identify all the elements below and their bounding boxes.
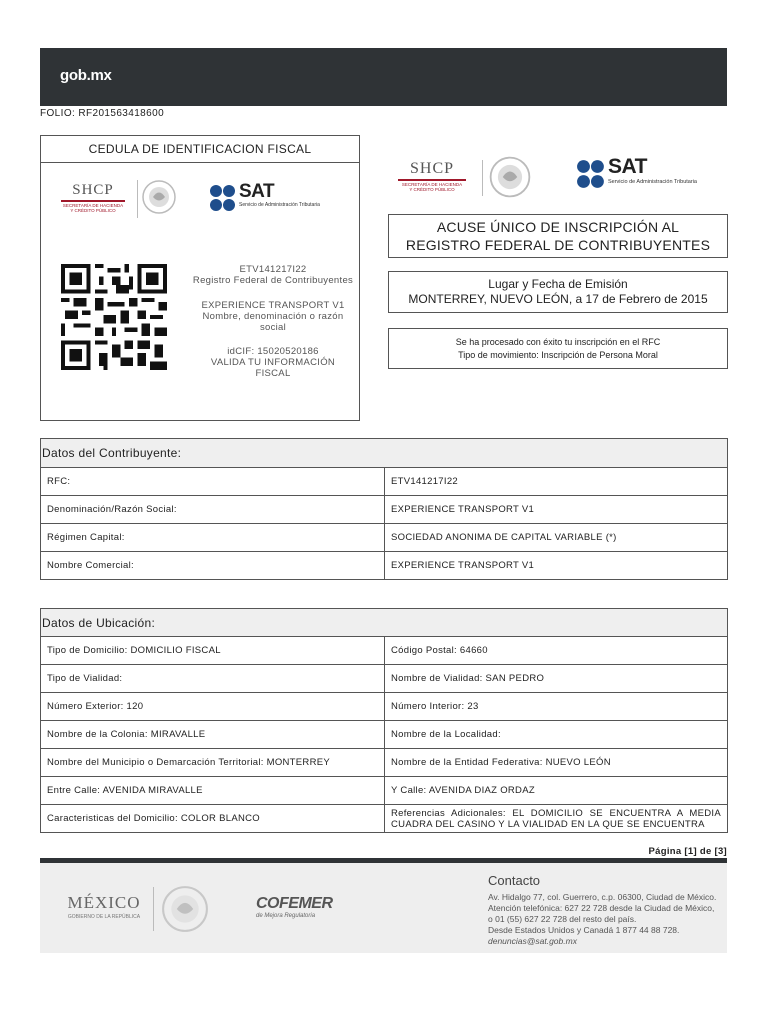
contact-line: Av. Hidalgo 77, col. Guerrero, c.p. 06300, Ciudad de México.: [488, 892, 717, 902]
row-right: Número Interior: 23: [385, 693, 728, 721]
lugar-fecha-box: [388, 271, 728, 313]
contact-block: [488, 873, 723, 947]
shcp-sub2-right: Y CRÉDITO PÚBLICO: [409, 187, 455, 192]
table-row: [41, 524, 728, 552]
shcp-sub2: Y CRÉDITO PÚBLICO: [70, 208, 116, 213]
mexico-text: MÉXICO: [67, 893, 141, 912]
shcp-rule-right: [398, 179, 466, 181]
sat-dots-icon: [209, 184, 237, 212]
table-row: [41, 496, 728, 524]
shcp-logo: [55, 182, 131, 213]
procesado-line1: Se ha procesado con éxito tu inscripción en el RFC: [455, 337, 661, 347]
cedula-title: CEDULA DE IDENTIFICACION FISCAL: [41, 136, 359, 163]
row-value: ETV141217I22: [385, 468, 728, 496]
row-right: Nombre de la Localidad:: [385, 721, 728, 749]
contact-email-link[interactable]: denuncias@sat.gob.mx: [488, 936, 577, 946]
contact-title: Contacto: [488, 873, 541, 888]
footer-divider: [153, 887, 154, 931]
ubicacion-table: [40, 608, 728, 833]
mexico-sub: GOBIERNO DE LA REPÚBLICA: [67, 914, 141, 920]
row-value: EXPERIENCE TRANSPORT V1: [385, 496, 728, 524]
sat-sub: Servicio de Administración Tributaria: [239, 202, 320, 208]
table-row: [41, 693, 728, 721]
row-value: EXPERIENCE TRANSPORT V1: [385, 552, 728, 580]
logo-divider-right: [482, 160, 483, 196]
sat-sub-right: Servicio de Administración Tributaria: [608, 179, 697, 185]
table-row: [41, 749, 728, 777]
row-right: Y Calle: AVENIDA DIAZ ORDAZ: [385, 777, 728, 805]
cedula-identificacion-box: [40, 135, 360, 421]
row-label: Nombre Comercial:: [41, 552, 385, 580]
logo-divider: [137, 180, 138, 218]
procesado-box: [388, 328, 728, 369]
acuse-line1: ACUSE ÚNICO DE INSCRIPCIÓN AL: [436, 219, 680, 235]
table-row: [41, 721, 728, 749]
table-row: [41, 805, 728, 833]
row-right: Nombre de la Entidad Federativa: NUEVO LEÓN: [385, 749, 728, 777]
ubicacion-title: Datos de Ubicación:: [41, 609, 728, 637]
row-right: Nombre de Vialidad: SAN PEDRO: [385, 665, 728, 693]
row-left: Nombre del Municipio o Demarcación Territorial: MONTERREY: [41, 749, 385, 777]
shcp-text-right: SHCP: [409, 160, 455, 177]
mexico-logo: [62, 893, 146, 920]
cedula-name: EXPERIENCE TRANSPORT V1: [201, 300, 345, 311]
acuse-line2: REGISTRO FEDERAL DE CONTRIBUYENTES: [405, 237, 711, 253]
cedula-name-label: Nombre, denominación o razón social: [202, 311, 344, 333]
row-right: Referencias Adicionales: EL DOMICILIO SE ENCUENTRA A MEDIA CUADRA DEL CASINO Y LA VIALIDAD EN LA QUE SE ENCUENTRA: [385, 805, 728, 833]
cofemer-sub: de Mejora Regulatoria: [256, 913, 316, 919]
row-left: Entre Calle: AVENIDA MIRAVALLE: [41, 777, 385, 805]
cedula-rfc-label: Registro Federal de Contribuyentes: [192, 275, 354, 286]
gob-mx-logo[interactable]: gob.mx: [60, 67, 112, 84]
row-value: SOCIEDAD ANONIMA DE CAPITAL VARIABLE (*): [385, 524, 728, 552]
folio-number: FOLIO: RF201563418600: [40, 108, 165, 119]
row-right: Código Postal: 64660: [385, 637, 728, 665]
shcp-logo-right: [392, 160, 472, 192]
row-left: Caracteristicas del Domicilio: COLOR BLANCO: [41, 805, 385, 833]
row-label: Régimen Capital:: [41, 524, 385, 552]
sat-text-right: SAT: [608, 155, 647, 178]
row-left: Tipo de Domicilio: DOMICILIO FISCAL: [41, 637, 385, 665]
row-left: Número Exterior: 120: [41, 693, 385, 721]
row-label: RFC:: [41, 468, 385, 496]
gob-mx-header: [40, 48, 727, 106]
row-label: Denominación/Razón Social:: [41, 496, 385, 524]
table-row: [41, 665, 728, 693]
table-row: [41, 637, 728, 665]
procesado-line2: Tipo de movimiento: Inscripción de Persona Moral: [458, 350, 658, 360]
cedula-idcif: idCIF: 15020520186: [227, 346, 319, 357]
coat-of-arms-icon-right: [488, 154, 532, 205]
table-row: [41, 468, 728, 496]
cedula-info: [189, 264, 357, 379]
cedula-logos: [55, 178, 355, 222]
shcp-sub1: SECRETARÍA DE HACIENDA: [62, 203, 124, 208]
footer: [40, 863, 727, 953]
contribuyente-table: [40, 438, 728, 580]
lugar-title: Lugar y Fecha de Emisión: [488, 277, 628, 291]
lugar-value: MONTERREY, NUEVO LEÓN, a 17 de Febrero de 2015: [408, 292, 708, 306]
qr-code-icon[interactable]: [61, 264, 167, 370]
contact-line: o 01 (55) 627 22 728 del resto del país.: [488, 914, 637, 924]
cedula-valida: VALIDA TU INFORMACIÓN FISCAL: [210, 357, 336, 379]
page-number: Página [1] de [3]: [648, 846, 727, 857]
table-row: [41, 777, 728, 805]
row-left: Nombre de la Colonia: MIRAVALLE: [41, 721, 385, 749]
shcp-sub1-right: SECRETARÍA DE HACIENDA: [401, 182, 463, 187]
coat-of-arms-icon: [141, 178, 177, 221]
sat-dots-icon-right: [576, 159, 606, 189]
cofemer-text: COFEMER: [256, 895, 333, 912]
contribuyente-title: Datos del Contribuyente:: [41, 439, 728, 468]
acuse-title-box: [388, 214, 728, 258]
shcp-text: SHCP: [72, 182, 114, 198]
table-row: [41, 552, 728, 580]
cedula-rfc: ETV141217I22: [239, 264, 307, 275]
acuse-logos: [392, 150, 728, 200]
shcp-rule: [61, 200, 125, 202]
row-left: Tipo de Vialidad:: [41, 665, 385, 693]
cofemer-logo: [256, 895, 346, 919]
coat-of-arms-icon-footer: [160, 883, 210, 940]
contact-line: Atención telefónica: 627 22 728 desde la Ciudad de México,: [488, 903, 715, 913]
contact-line: Desde Estados Unidos y Canadá 1 877 44 88 728.: [488, 925, 680, 935]
sat-text: SAT: [239, 181, 275, 202]
